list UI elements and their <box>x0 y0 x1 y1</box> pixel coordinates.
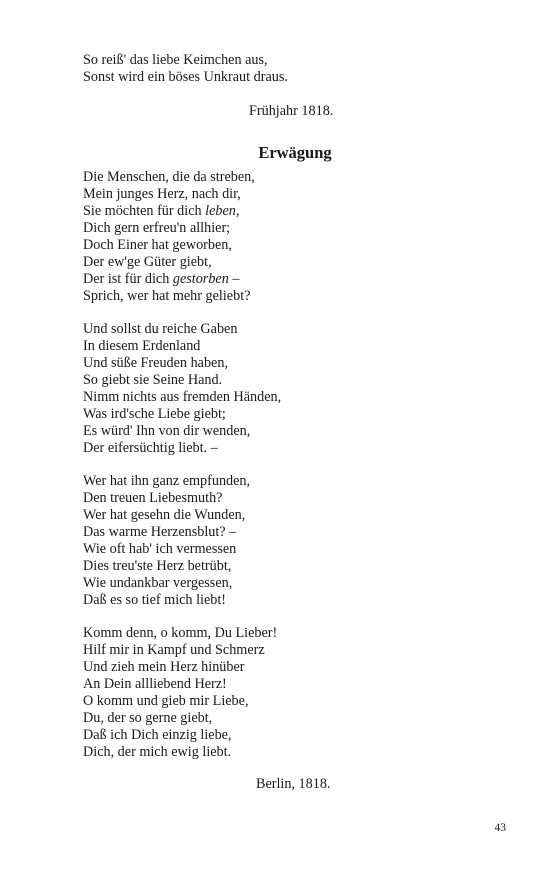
poem-line: Dich gern erfreu'n allhier; <box>83 220 231 236</box>
poem-line: Wer hat gesehn die Wunden, <box>83 507 246 523</box>
poem-line: In diesem Erdenland <box>83 338 201 354</box>
poem-line: Sprich, wer hat mehr geliebt? <box>83 288 251 304</box>
poem-line: Komm denn, o komm, Du Lieber! <box>83 625 278 641</box>
poem-line: Daß ich Dich einzig liebe, <box>83 727 232 743</box>
poem-line: Der eifersüchtig liebt. – <box>83 440 218 456</box>
poem-line: Wer hat ihn ganz empfunden, <box>83 473 251 489</box>
emphasis-word: leben <box>205 203 236 219</box>
poem-line: Und süße Freuden haben, <box>83 355 228 371</box>
poem-line: Was ird'sche Liebe giebt; <box>83 406 226 422</box>
intro-date: Frühjahr 1818. <box>249 103 334 119</box>
poem-line: Doch Einer hat geworben, <box>83 237 232 253</box>
poem-title: Erwägung <box>258 143 332 162</box>
poem-line <box>83 203 239 220</box>
poem-line: Und zieh mein Herz hinüber <box>83 659 245 675</box>
poem-line: Das warme Herzensblut? – <box>83 524 237 540</box>
poem-line: Wie undankbar vergessen, <box>83 575 233 591</box>
page-number: 43 <box>494 822 506 834</box>
poem-line: Und sollst du reiche Gaben <box>83 321 238 337</box>
poem-line: Hilf mir in Kampf und Schmerz <box>83 642 265 658</box>
poem-line: So giebt sie Seine Hand. <box>83 372 223 388</box>
poem-line-text: Der ist für dich <box>83 271 173 287</box>
poem-date: Berlin, 1818. <box>256 776 331 792</box>
poem-line: Dich, der mich ewig liebt. <box>83 744 232 760</box>
poem-line: Der ew'ge Güter giebt, <box>83 254 212 270</box>
poem-line: Die Menschen, die da streben, <box>83 169 255 185</box>
intro-line: Sonst wird ein böses Unkraut draus. <box>83 69 288 85</box>
poem-line: Mein junges Herz, nach dir, <box>83 186 241 202</box>
poem-line: Es würd' Ihn von dir wenden, <box>83 423 251 439</box>
poem-line: O komm und gieb mir Liebe, <box>83 693 249 709</box>
emphasis-word: gestorben <box>172 271 229 287</box>
poem-line: Nimm nichts aus fremden Händen, <box>83 389 282 405</box>
poem-line-text: Sie möchten für dich <box>83 203 206 219</box>
poem-line: Wie oft hab' ich vermessen <box>83 541 237 557</box>
poem-line: Daß es so tief mich liebt! <box>83 592 227 608</box>
poem-line: Du, der so gerne giebt, <box>83 710 213 726</box>
poem-line: Den treuen Liebesmuth? <box>83 490 223 506</box>
poem-line <box>83 271 239 288</box>
poem-line-text: , <box>235 203 240 219</box>
intro-line: So reiß' das liebe Keimchen aus, <box>83 52 268 68</box>
poem-line-text: – <box>228 271 240 287</box>
poem-line: Dies treu'ste Herz betrübt, <box>83 558 232 574</box>
poem-line: An Dein allliebend Herz! <box>83 676 227 692</box>
